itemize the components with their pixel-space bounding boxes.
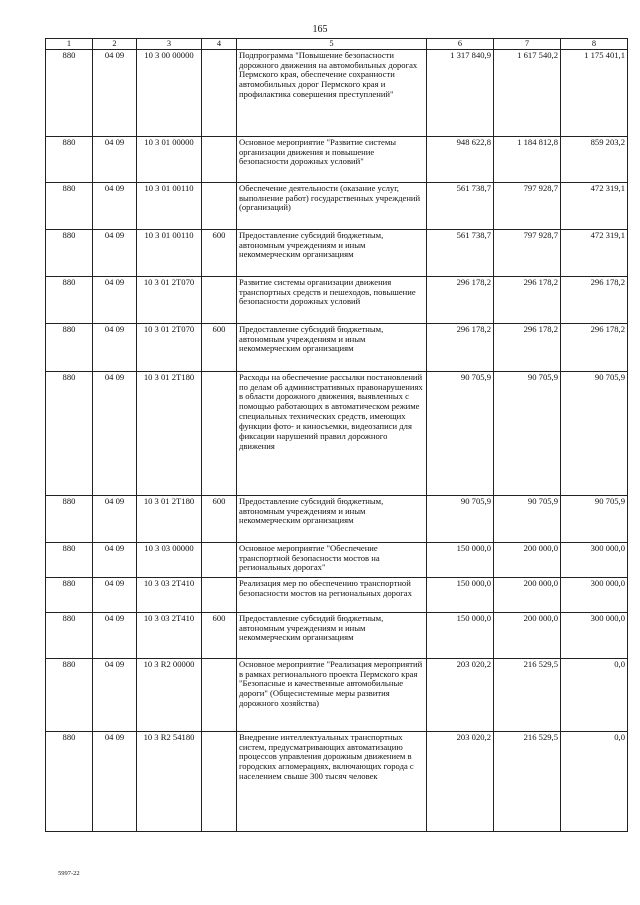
cell-section: 04 09 (93, 136, 137, 182)
page-number: 165 (312, 24, 328, 35)
cell-expense-type: 600 (202, 612, 237, 658)
cell-expense-type (202, 371, 237, 495)
cell-target: 10 3 03 2Т410 (137, 612, 202, 658)
cell-target: 10 3 00 00000 (137, 49, 202, 136)
cell-description: Предоставление субсидий бюджетным, автономным учреждениям и иным некоммерческим организациям (237, 323, 427, 371)
cell-amount: 797 928,7 (494, 229, 561, 276)
cell-target: 10 3 01 00110 (137, 182, 202, 229)
cell-section: 04 09 (93, 276, 137, 323)
cell-target: 10 3 03 2Т410 (137, 577, 202, 612)
cell-amount: 859 203,2 (561, 136, 628, 182)
cell-description: Развитие системы организации движения транспортных средств и пешеходов, повышение безопасности дорожных условий (237, 276, 427, 323)
cell-target: 10 3 01 00110 (137, 229, 202, 276)
cell-amount: 216 529,5 (494, 731, 561, 831)
cell-amount: 561 738,7 (427, 229, 494, 276)
table-row (46, 495, 628, 542)
table-row (46, 371, 628, 495)
cell-target: 10 3 01 2Т180 (137, 495, 202, 542)
cell-section: 04 09 (93, 323, 137, 371)
cell-description: Обеспечение деятельности (оказание услуг, выполнение работ) государственных учреждений (организаций) (237, 182, 427, 229)
cell-amount: 200 000,0 (494, 612, 561, 658)
cell-description: Внедрение интеллектуальных транспортных систем, предусматривающих автоматизацию процессов управления дорожным движением в городских агломерациях, включающих города с населением свыше 300 тысяч человек (237, 731, 427, 831)
cell-amount: 200 000,0 (494, 577, 561, 612)
cell-section: 04 09 (93, 495, 137, 542)
cell-section: 04 09 (93, 612, 137, 658)
cell-amount: 296 178,2 (561, 276, 628, 323)
cell-expense-type (202, 577, 237, 612)
table-row (46, 136, 628, 182)
cell-section: 04 09 (93, 542, 137, 577)
cell-amount: 90 705,9 (561, 495, 628, 542)
table-row (46, 49, 628, 136)
cell-amount: 0,0 (561, 658, 628, 731)
table-row (46, 658, 628, 731)
cell-amount: 797 928,7 (494, 182, 561, 229)
cell-code: 880 (46, 323, 93, 371)
cell-code: 880 (46, 229, 93, 276)
cell-amount: 0,0 (561, 731, 628, 831)
table-row (46, 229, 628, 276)
header-row (46, 39, 628, 50)
cell-code: 880 (46, 612, 93, 658)
cell-expense-type (202, 731, 237, 831)
cell-amount: 300 000,0 (561, 577, 628, 612)
cell-amount: 1 184 812,8 (494, 136, 561, 182)
cell-amount: 203 020,2 (427, 658, 494, 731)
cell-description: Расходы на обеспечение рассылки постановлений по делам об административных правонарушениях в области дорожного движения, выявленных с помощью работающих в автоматическом режиме специальных технических средств, имеющих функции фото- и киносъемки, видеозаписи для фиксации нарушений правил дорожного движения (237, 371, 427, 495)
cell-amount: 203 020,2 (427, 731, 494, 831)
cell-section: 04 09 (93, 182, 137, 229)
cell-amount: 150 000,0 (427, 577, 494, 612)
cell-section: 04 09 (93, 731, 137, 831)
column-header: 6 (427, 39, 494, 50)
footer-code: 5997-22 (58, 870, 80, 877)
cell-code: 880 (46, 276, 93, 323)
cell-code: 880 (46, 577, 93, 612)
cell-amount: 90 705,9 (494, 495, 561, 542)
cell-expense-type (202, 182, 237, 229)
table-row (46, 731, 628, 831)
cell-description: Основное мероприятие "Реализация мероприятий в рамках регионального проекта Пермского края "Безопасные и качественные автомобильные дороги" (Общесистемные меры развития дорожного хозяйства) (237, 658, 427, 731)
column-header: 4 (202, 39, 237, 50)
cell-section: 04 09 (93, 49, 137, 136)
cell-code: 880 (46, 542, 93, 577)
cell-description: Подпрограмма "Повышение безопасности дорожного движения на автомобильных дорогах Пермского края, обеспечение сохранности автомобильных дорог Пермского края и профилактика совершения преступлений" (237, 49, 427, 136)
cell-description: Предоставление субсидий бюджетным, автономным учреждениям и иным некоммерческим организациям (237, 612, 427, 658)
column-header: 7 (494, 39, 561, 50)
cell-section: 04 09 (93, 229, 137, 276)
cell-description: Предоставление субсидий бюджетным, автономным учреждениям и иным некоммерческим организациям (237, 229, 427, 276)
cell-target: 10 3 03 00000 (137, 542, 202, 577)
column-header: 5 (237, 39, 427, 50)
cell-amount: 1 175 401,1 (561, 49, 628, 136)
cell-amount: 200 000,0 (494, 542, 561, 577)
cell-amount: 1 617 540,2 (494, 49, 561, 136)
table-row (46, 577, 628, 612)
cell-section: 04 09 (93, 658, 137, 731)
cell-target: 10 3 R2 00000 (137, 658, 202, 731)
cell-section: 04 09 (93, 577, 137, 612)
cell-section: 04 09 (93, 371, 137, 495)
cell-code: 880 (46, 658, 93, 731)
column-header: 2 (93, 39, 137, 50)
cell-expense-type (202, 542, 237, 577)
cell-target: 10 3 01 2Т070 (137, 323, 202, 371)
cell-code: 880 (46, 731, 93, 831)
budget-table (45, 38, 628, 832)
cell-expense-type: 600 (202, 229, 237, 276)
cell-amount: 300 000,0 (561, 542, 628, 577)
cell-amount: 561 738,7 (427, 182, 494, 229)
cell-code: 880 (46, 182, 93, 229)
column-header: 8 (561, 39, 628, 50)
cell-target: 10 3 01 00000 (137, 136, 202, 182)
cell-amount: 90 705,9 (494, 371, 561, 495)
cell-description: Основное мероприятие "Обеспечение транспортной безопасности мостов на региональных дорогах" (237, 542, 427, 577)
cell-code: 880 (46, 495, 93, 542)
cell-expense-type (202, 276, 237, 323)
table-row (46, 276, 628, 323)
cell-amount: 300 000,0 (561, 612, 628, 658)
cell-amount: 90 705,9 (561, 371, 628, 495)
cell-expense-type (202, 49, 237, 136)
cell-description: Реализация мер по обеспечению транспортной безопасности мостов на региональных дорогах (237, 577, 427, 612)
cell-amount: 216 529,5 (494, 658, 561, 731)
column-header: 3 (137, 39, 202, 50)
cell-code: 880 (46, 136, 93, 182)
table-row (46, 182, 628, 229)
cell-expense-type: 600 (202, 323, 237, 371)
cell-code: 880 (46, 49, 93, 136)
cell-amount: 296 178,2 (427, 323, 494, 371)
cell-target: 10 3 01 2Т180 (137, 371, 202, 495)
cell-description: Основное мероприятие "Развитие системы организации движения и повышение безопасности дорожных условий" (237, 136, 427, 182)
cell-amount: 948 622,8 (427, 136, 494, 182)
cell-amount: 90 705,9 (427, 371, 494, 495)
cell-amount: 296 178,2 (494, 276, 561, 323)
table-row (46, 612, 628, 658)
column-header: 1 (46, 39, 93, 50)
cell-description: Предоставление субсидий бюджетным, автономным учреждениям и иным некоммерческим организациям (237, 495, 427, 542)
cell-amount: 472 319,1 (561, 182, 628, 229)
cell-amount: 150 000,0 (427, 612, 494, 658)
cell-code: 880 (46, 371, 93, 495)
cell-expense-type (202, 658, 237, 731)
cell-target: 10 3 R2 54180 (137, 731, 202, 831)
table-row (46, 542, 628, 577)
cell-expense-type: 600 (202, 495, 237, 542)
cell-amount: 1 317 840,9 (427, 49, 494, 136)
cell-amount: 150 000,0 (427, 542, 494, 577)
cell-amount: 296 178,2 (427, 276, 494, 323)
cell-expense-type (202, 136, 237, 182)
cell-amount: 296 178,2 (561, 323, 628, 371)
cell-amount: 296 178,2 (494, 323, 561, 371)
table-row (46, 323, 628, 371)
cell-target: 10 3 01 2Т070 (137, 276, 202, 323)
cell-amount: 472 319,1 (561, 229, 628, 276)
cell-amount: 90 705,9 (427, 495, 494, 542)
